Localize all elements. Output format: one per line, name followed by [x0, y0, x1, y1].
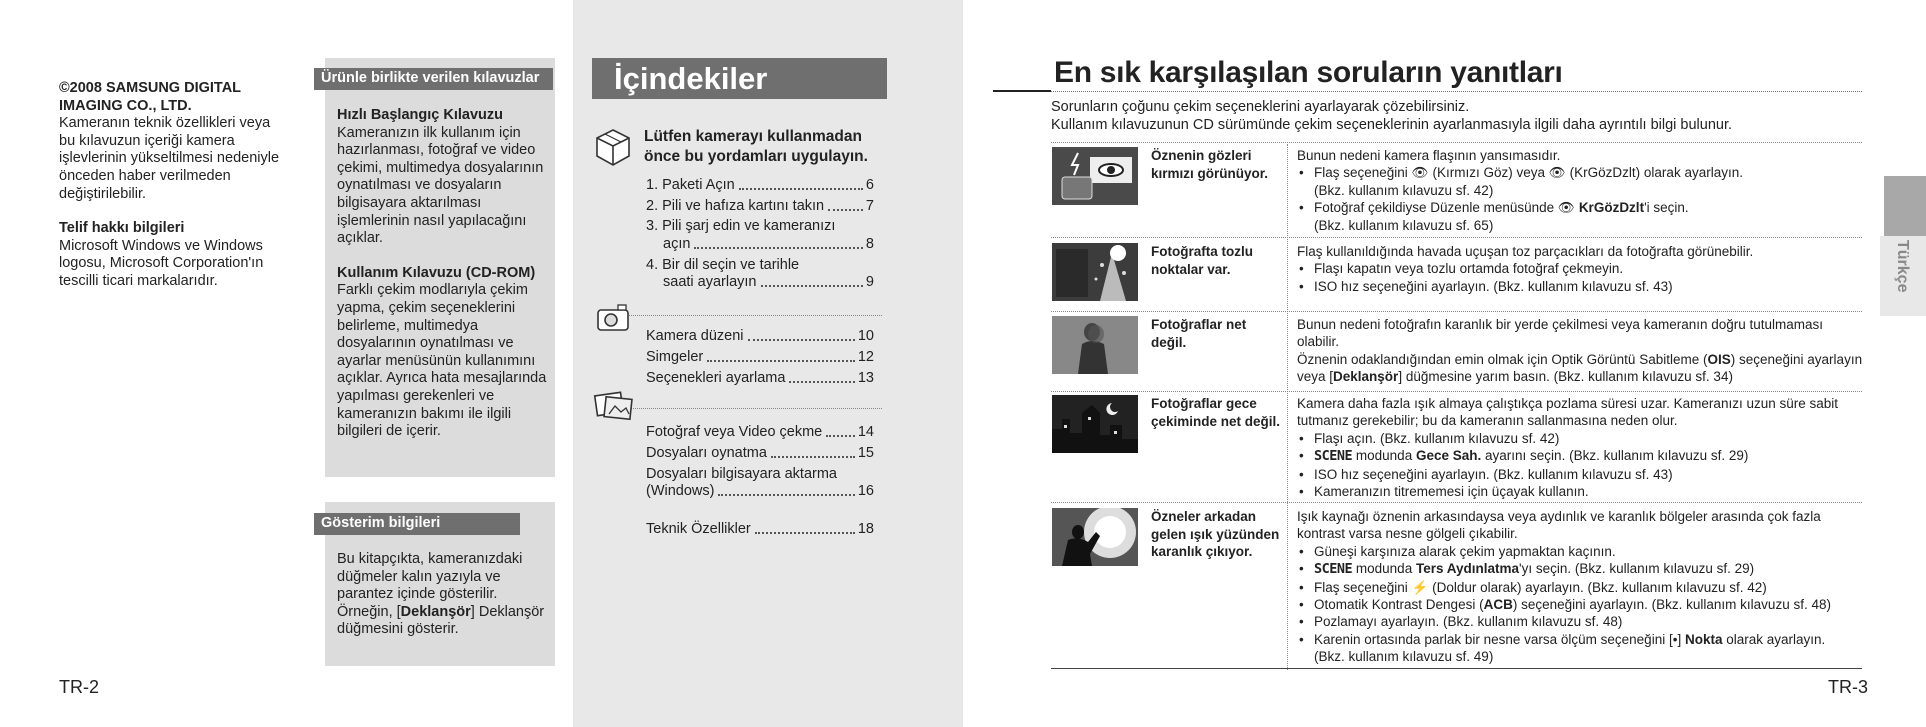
camera-icon — [594, 298, 634, 343]
copyright-title: ©2008 SAMSUNG DIGITAL IMAGING CO., LTD. — [59, 80, 241, 114]
toc-item-line1: 4. Bir dil seçin ve tarihle — [646, 257, 800, 273]
column-divider — [1287, 144, 1288, 670]
copyright-text: Kameranın teknik özellikleri veya bu kılavuzun içeriği kamera işlevlerinin yükseltilmesi nedeniyle önceden haber verilmeden değiştirilebilir. — [59, 115, 280, 202]
guides-header: Ürünle birlikte verilen kılavuzlar — [314, 68, 553, 90]
user-manual-text: Farklı çekim modlarıyla çekim yapma, çekim seçeneklerini belirleme, multimedya dosyalarının oynatılması ve ayarlar menüsünün kullanımını açıklar. Ayrıca hata mesajlarında yapılması gerekenleri ve kameranızın bakımı ile ilgili bilgileri de içerir. — [337, 282, 547, 440]
faq-question: Özneler arkadan gelen ışık yüzünden karanlık çıkıyor. — [1151, 509, 1280, 559]
faq-question: Fotoğrafta tozlu noktalar var. — [1151, 244, 1253, 277]
row-divider — [1051, 502, 1862, 503]
toc-item[interactable]: (Windows) 16 — [646, 483, 874, 499]
box-icon — [593, 126, 633, 175]
toc-divider — [600, 315, 882, 316]
spot-metering-icon: • — [1672, 631, 1678, 647]
toc-item[interactable]: saati ayarlayın 9 — [663, 274, 874, 290]
faq-answer: Işık kaynağı öznenin arkasındaysa veya aydınlık ve karanlık bölgeler arasında çok fazla kontrast varsa nesne gölgeli çıkabilir. • Güneşi karşınıza alarak çekim yapmaktan kaçının. • SCENE modunda Ters Aydınlatma'yı seçin. (Bkz. kullanım kılavuzu sf. 29) • Flaş seçeneğini ⚡ (Doldur olarak) ayarlayın. (Bkz. kullanım kılavuzu sf. 42) • Otomatik Kontrast Dengesi (ACB) seçeneğini ayarlayın. (Bkz. kullanım kılavuzu sf. 48) • Pozlamayı ayarlayın. (Bkz. kullanım kılavuzu sf. 48) • Karenin ortasında parlak bir nesne varsa ölçüm seçeneğini [•] Nokta olarak ayarlayın. (Bkz. kullanım kılavuzu sf. 49) — [1297, 508, 1867, 666]
language-tab — [1884, 176, 1926, 236]
table-bottom-rule — [1051, 668, 1862, 669]
toc-item[interactable]: Dosyaları oynatma 15 — [646, 445, 874, 461]
toc-item[interactable]: 1. Paketi Açın 6 — [646, 177, 874, 193]
trademark-text: Microsoft Windows ve Windows logosu, Microsoft Corporation'ın tescilli ticari markalarıdır. — [59, 237, 264, 289]
page-number-right: TR-3 — [1828, 677, 1868, 697]
row-divider — [1051, 142, 1862, 143]
night-image — [1052, 395, 1138, 453]
quick-guide-title: Hızlı Başlangıç Kılavuzu — [337, 107, 503, 123]
toc-item[interactable]: Seçenekleri ayarlama 13 — [646, 370, 874, 386]
red-eye-icon: 👁 — [1411, 165, 1429, 181]
photos-icon — [593, 388, 635, 429]
row-divider — [1051, 237, 1862, 238]
toc-item[interactable]: Teknik Özellikler 18 — [646, 521, 874, 537]
red-eye-fix-icon: 👁 — [1548, 165, 1566, 181]
scene-mode-icon: SCENE — [1314, 561, 1353, 578]
user-manual-title: Kullanım Kılavuzu (CD-ROM) — [337, 264, 536, 281]
faq-question: Fotoğraflar net değil. — [1151, 317, 1247, 350]
toc-item[interactable]: Simgeler 12 — [646, 349, 874, 365]
backlight-image — [1052, 508, 1138, 566]
faq-intro: Sorunların çoğunu çekim seçeneklerini ayarlayarak çözebilirsiniz. Kullanım kılavuzunun CD sürümünde çekim seçeneklerinin ayarlanmasıyla ilgili daha ayrıntılı bilgi bulunur. — [1051, 99, 1733, 133]
display-info-header: Gösterim bilgileri — [314, 513, 520, 535]
faq-answer: Bunun nedeni kamera flaşının yansımasıdır. • Flaş seçeneğini 👁 (Kırmızı Göz) veya 👁 (KrGözDzlt) olarak ayarlayın. (Bkz. kullanım kılavuzu sf. 42) • Fotoğraf çekildiyse Düzenle menüsünde 👁 KrGözDzlt'i seçin. (Bkz. kullanım kılavuzu sf. 65) — [1297, 147, 1867, 234]
copyright-block — [59, 80, 289, 291]
faq-answer: Flaş kullanıldığında havada uçuşan toz parçacıkları da fotoğrafta görünebilir. • Flaşı kapatın veya tozlu ortamda fotoğraf çekmeyin. • ISO hız seçeneğini ayarlayın. (Bkz. kullanım kılavuzu sf. 43) — [1297, 243, 1867, 295]
toc-divider — [600, 408, 882, 409]
row-divider — [1051, 391, 1862, 392]
toc-item[interactable]: Kamera düzeni 10 — [646, 328, 874, 344]
title-rule — [993, 90, 1051, 92]
quick-guide-text: Kameranızın ilk kullanım için hazırlanması, fotoğraf ve video çekimi, multimedya dosyalarının oynatılması ve dosyaların bilgisayara aktarılması işlemlerinin nasıl yapılacağını açıklar. — [337, 124, 544, 247]
dusty-image — [1052, 243, 1138, 301]
flash-fill-icon: ⚡ — [1411, 579, 1429, 595]
toc-intro: Lütfen kamerayı kullanmadan önce bu yordamları uygulayın. — [644, 128, 868, 165]
faq-question: Fotoğraflar gece çekiminde net değil. — [1151, 396, 1281, 429]
blurry-image — [1052, 316, 1138, 374]
red-eye-image — [1052, 147, 1138, 205]
display-info-text: Bu kitapçıkta, kameranızdaki düğmeler kalın yazıyla ve parantez içinde gösterilir. Örneğin, [Deklanşör] Deklanşör düğmesini gösterir. — [337, 551, 545, 638]
faq-answer: Kamera daha fazla ışık almaya çalıştıkça pozlama süresi uzar. Kameranızı uzun süre sabit tutmanız gerekebilir; bu da kameranın sallanmasına neden olur. • Flaşı açın. (Bkz. kullanım kılavuzu sf. 42) • SCENE modunda Gece Sah. ayarını seçin. (Bkz. kullanım kılavuzu sf. 29) • ISO hız seçeneğini ayarlayın. (Bkz. kullanım kılavuzu sf. 43) • Kameranızın titrememesi için üçayak kullanın. — [1297, 395, 1867, 500]
language-tab-label: Türkçe — [1894, 240, 1911, 293]
toc-item-line1: 3. Pili şarj edin ve kameranızı — [646, 218, 836, 234]
row-divider — [1051, 311, 1862, 312]
toc-item[interactable]: Fotoğraf veya Video çekme 14 — [646, 424, 874, 440]
faq-title: En sık karşılaşılan soruların yanıtları — [1054, 56, 1563, 89]
toc-item[interactable]: açın 8 — [663, 236, 874, 252]
title-divider — [1051, 91, 1862, 92]
scene-mode-icon: SCENE — [1314, 448, 1353, 465]
red-eye-fix-icon: 👁 — [1557, 200, 1576, 216]
faq-question: Öznenin gözleri kırmızı görünüyor. — [1151, 148, 1269, 181]
faq-answer: Bunun nedeni fotoğrafın karanlık bir yerde çekilmesi veya kameranın doğru tutulmaması olabilir. Öznenin odaklandığından emin olmak için Optik Görüntü Sabitleme (OIS) seçeneğini ayarlayın veya [Deklanşör] düğmesine yarım basın. (Bkz. kullanım kılavuzu sf. 34) — [1297, 317, 1863, 385]
toc-item-line1: Dosyaları bilgisayara aktarma — [646, 466, 837, 482]
toc-title: İçindekiler — [592, 58, 887, 99]
toc-item[interactable]: 2. Pili ve hafıza kartını takın 7 — [646, 198, 874, 214]
guides-body — [337, 107, 551, 441]
trademark-title: Telif hakkı bilgileri — [59, 220, 185, 237]
page-number-left: TR-2 — [59, 677, 99, 697]
